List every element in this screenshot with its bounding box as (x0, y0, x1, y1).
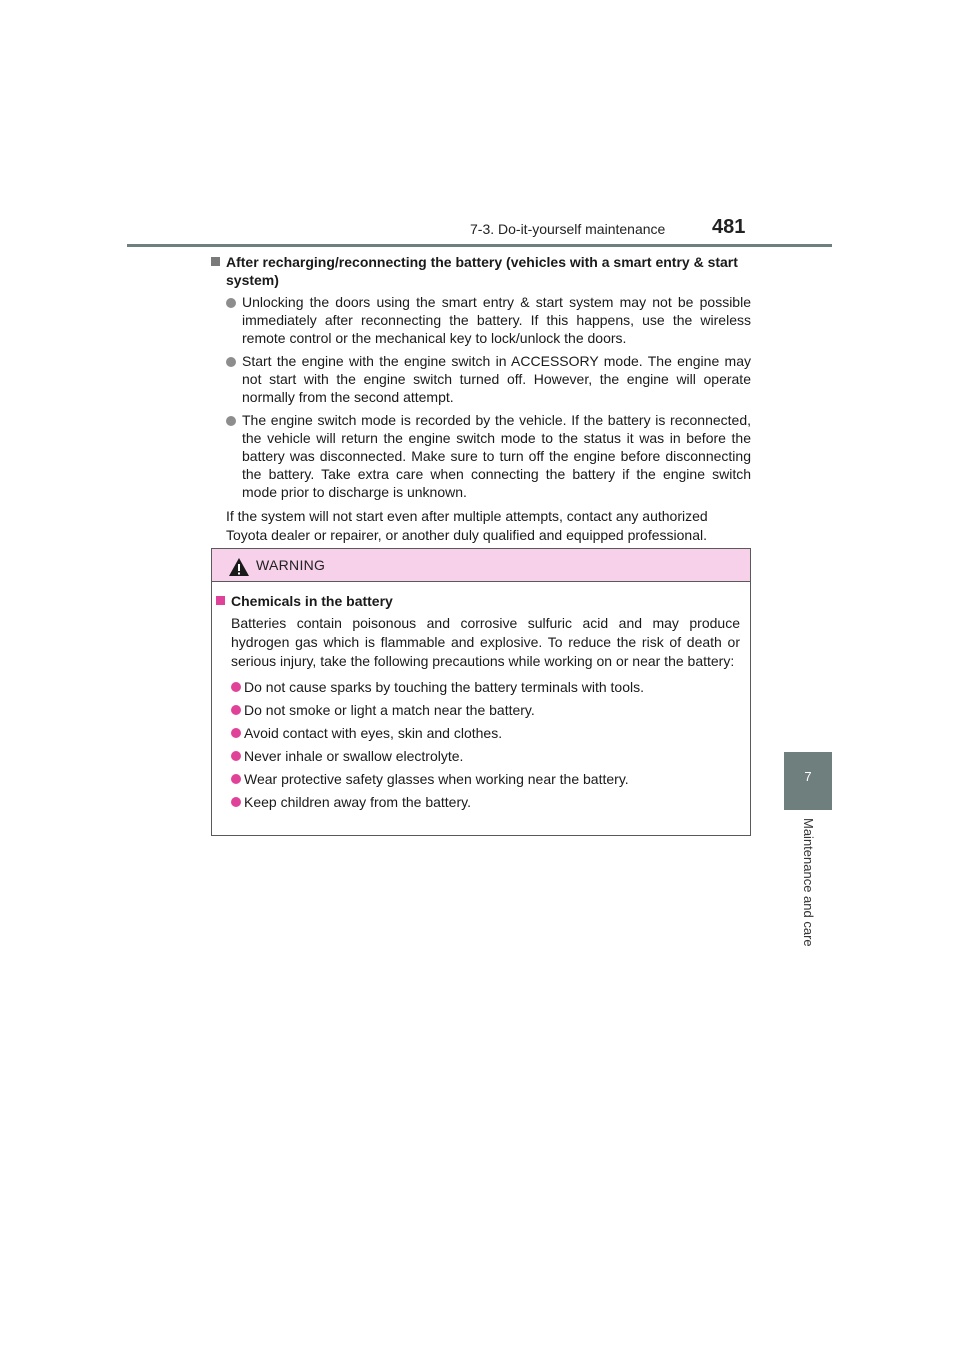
warning-list-item (212, 724, 750, 742)
list-item (211, 411, 751, 501)
chapter-tab (784, 752, 832, 810)
chapter-tab-label: Maintenance and care (801, 818, 816, 947)
chapter-tab-number: 7 (804, 769, 812, 784)
section-heading-text: After recharging/reconnecting the battery (vehicles with a smart entry & start system) (226, 254, 738, 288)
warning-list-item-text: Never inhale or swallow electrolyte. (244, 748, 464, 764)
warning-list-item (212, 793, 750, 811)
warning-heading-text: Chemicals in the battery (231, 593, 393, 609)
list-item-text: Start the engine with the engine switch in ACCESSORY mode. The engine may not start with the engine switch turned off. However, the engine will operate normally from the second attempt. (242, 353, 751, 405)
list-item-text: Unlocking the doors using the smart entry & start system may not be possible immediately after reconnecting the battery. If this happens, use the wireless remote control or the mechanical key to lock/unlock the doors. (242, 294, 751, 346)
warning-list-item (212, 747, 750, 765)
warning-list-item-text: Avoid contact with eyes, skin and clothes. (244, 725, 503, 741)
warning-list-item-text: Wear protective safety glasses when working near the battery. (244, 771, 629, 787)
round-bullet-icon (231, 751, 241, 761)
list-item-text: The engine switch mode is recorded by the vehicle. If the battery is reconnected, the vehicle will return the engine switch mode to the status it was in before the battery was disconnected. Make sure to turn off the engine before disconnecting the battery. Take extra care when connecting the battery if the engine switch mode prior to discharge is unknown. (242, 412, 751, 500)
round-bullet-icon (226, 298, 236, 308)
round-bullet-icon (231, 682, 241, 692)
warning-body (212, 592, 750, 816)
header-rule (127, 244, 832, 247)
square-bullet-icon (216, 596, 225, 605)
round-bullet-icon (231, 728, 241, 738)
list-item (211, 352, 751, 406)
round-bullet-icon (231, 797, 241, 807)
warning-heading (216, 592, 750, 610)
warning-list-item (212, 701, 750, 719)
page-number: 481 (712, 216, 746, 238)
round-bullet-icon (226, 416, 236, 426)
main-content (211, 253, 751, 545)
warning-label: WARNING (256, 557, 326, 573)
round-bullet-icon (231, 705, 241, 715)
warning-list-item-text: Keep children away from the battery. (244, 794, 471, 810)
warning-list-item-text: Do not cause sparks by touching the battery terminals with tools. (244, 679, 644, 695)
warning-box (211, 548, 751, 836)
list-item (211, 293, 751, 347)
warning-list-item (212, 678, 750, 696)
round-bullet-icon (226, 357, 236, 367)
note-paragraph: If the system will not start even after multiple attempts, contact any authorized Toyota dealer or repairer, or another duly qualified and equipped professional. (226, 508, 708, 543)
warning-list-item-text: Do not smoke or light a match near the battery. (244, 702, 535, 718)
square-bullet-icon (211, 257, 220, 266)
warning-intro: Batteries contain poisonous and corrosive sulfuric acid and may produce hydrogen gas which is flammable and explosive. To reduce the risk of death or serious injury, take the following precautions while working on or near the battery: (231, 615, 740, 669)
round-bullet-icon (231, 774, 241, 784)
header-section-title: 7-3. Do-it-yourself maintenance (470, 221, 666, 237)
warning-header (212, 549, 750, 582)
warning-list-item (212, 770, 750, 788)
warning-triangle-icon (228, 557, 250, 577)
section-heading (211, 253, 751, 289)
